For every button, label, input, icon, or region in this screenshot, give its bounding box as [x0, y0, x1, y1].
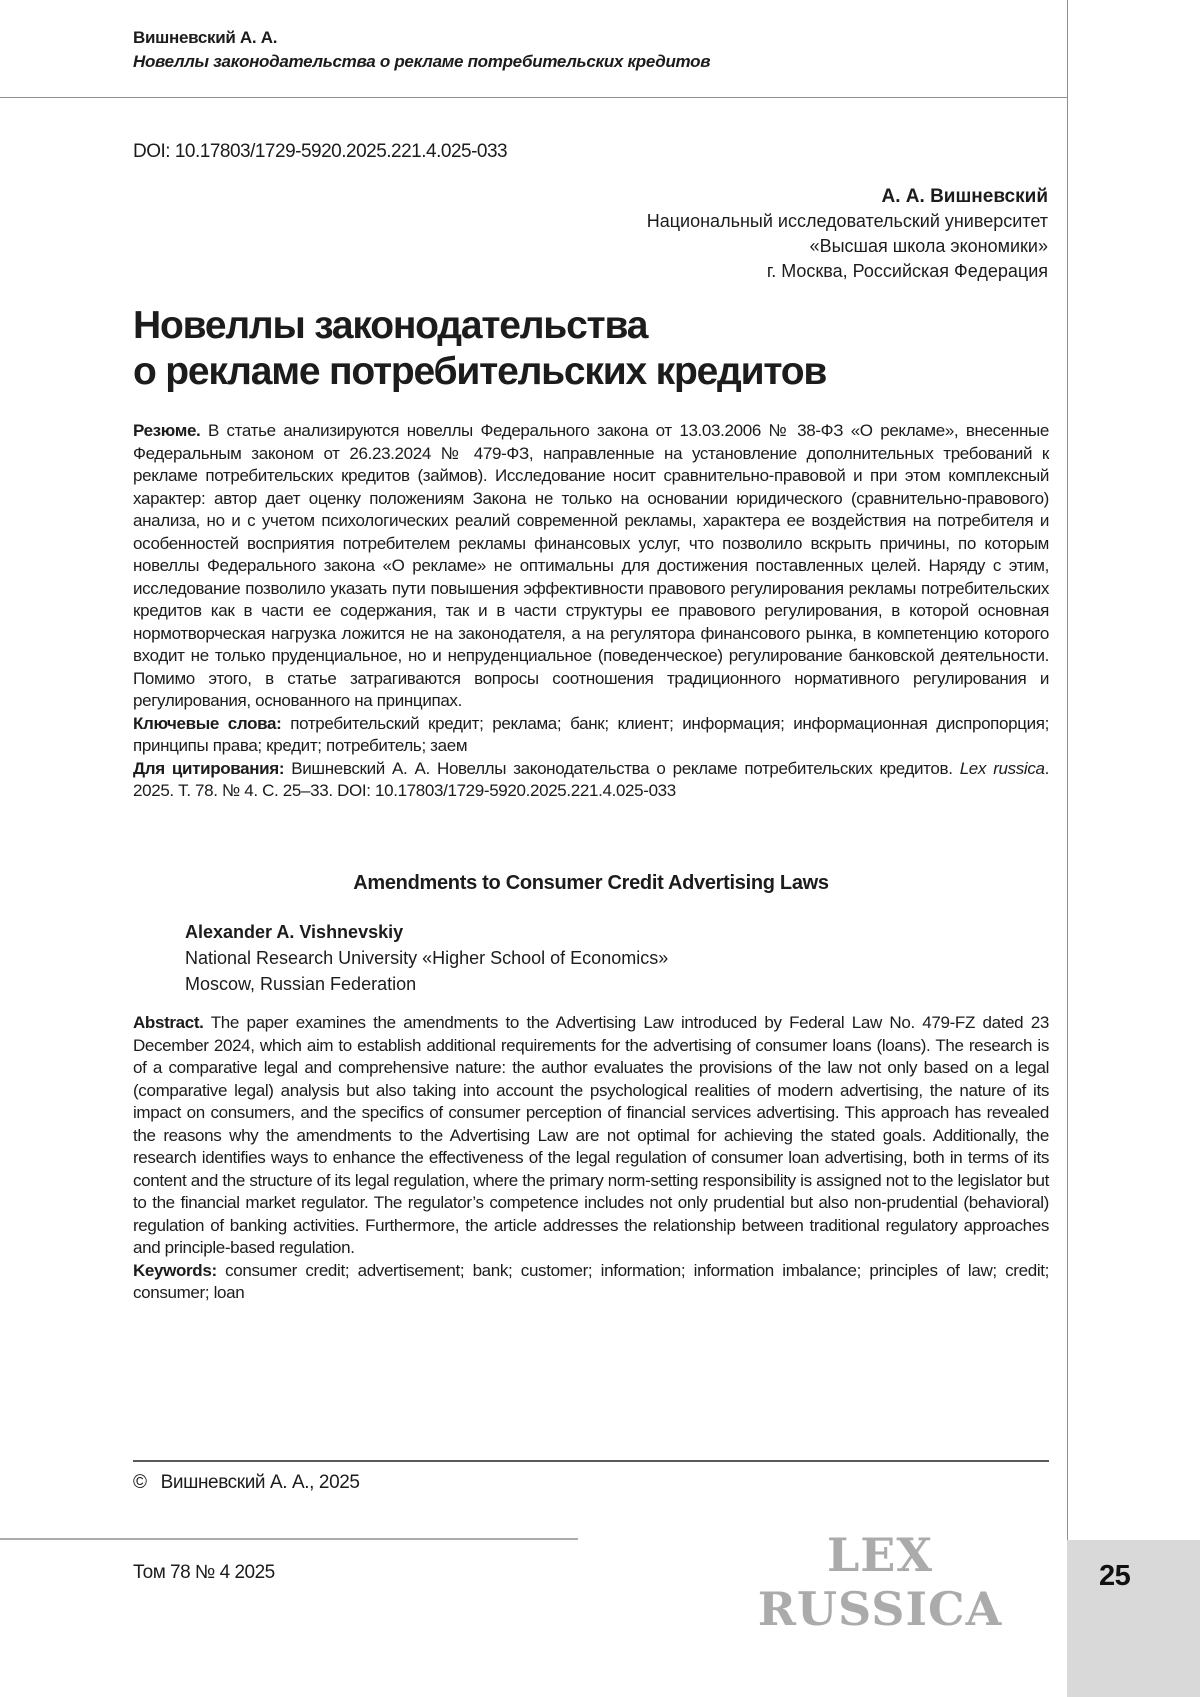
- running-header-author: Вишневский А. А.: [133, 28, 278, 47]
- article-title-en: Amendments to Consumer Credit Advertising Laws: [353, 872, 829, 894]
- citation-ru-text-1: Вишневский А. А. Новеллы законодательства о рекламе потребительских кредитов.: [284, 758, 960, 778]
- abstract-en: [133, 1012, 1049, 1260]
- copyright-symbol: ©: [133, 1472, 147, 1493]
- page-number-badge: [1067, 1540, 1200, 1697]
- doi: DOI: 10.17803/1729-5920.2025.221.4.025-033: [133, 141, 508, 162]
- footer-volume-issue: Том 78 № 4 2025: [133, 1562, 275, 1583]
- author-block-ru: [647, 184, 1048, 284]
- author-affiliation-ru-line1: Национальный исследовательский университет: [646, 211, 1048, 231]
- keywords-ru-label: Ключевые слова:: [133, 713, 282, 733]
- keywords-en-label: Keywords:: [133, 1260, 217, 1280]
- keywords-en-text: consumer credit; advertisement; bank; customer; information; information imbalance; principles of law; credit; consumer; loan: [133, 1260, 1049, 1302]
- journal-logo: LEX RUSSICA: [757, 1528, 1003, 1636]
- author-name-ru: А. А. Вишневский: [881, 186, 1048, 207]
- citation-ru-text-2: . 2025. Т. 78. № 4. С. 25–33. DOI: 10.17803/1729-5920.2025.221.4.025-033: [133, 758, 1049, 800]
- citation-ru: [133, 758, 1049, 803]
- abstract-en-text: The paper examines the amendments to the Advertising Law introduced by Federal Law No. 479-FZ dated 23 December 2024, which aim to establish additional requirements for the advertising of consumer loans (loans). The research is of a comparative legal and comprehensive nature: the author evaluates the provisions of the law not only based on a legal (comparative legal) analysis but also taking into account the psychological realities of modern advertising, the nature of its impact on consumers, and the specifics of consumer perception of financial services advertising. This approach has revealed the reasons why the amendments to the Advertising Law are not optimal for achieving the stated goals. Additionally, the research identifies ways to enhance the effectiveness of the legal regulation of consumer loan advertising, both in terms of its content and the structure of its legal regulation, where the primary norm-setting responsibility is assigned not to the legislator but to the financial market regulator. The regulator’s competence includes not only prudential but also non-prudential (behavioral) regulation of banking activities. Furthermore, the article addresses the relationship between traditional regulatory approaches and principle-based regulation.: [133, 1013, 1050, 1257]
- article-title-ru-line1: Новеллы законодательства: [133, 304, 648, 347]
- front-matter-ru: [133, 420, 1049, 803]
- abstract-ru: [133, 420, 1049, 713]
- copyright-rule: [133, 1460, 1049, 1462]
- keywords-ru: [133, 713, 1049, 758]
- keywords-en: [133, 1260, 1049, 1305]
- author-affiliation-ru-line2: «Высшая школа экономики»: [809, 236, 1048, 256]
- author-location-ru: г. Москва, Российская Федерация: [766, 261, 1048, 281]
- author-affiliation-en: National Research University «Higher School of Economics»: [185, 948, 669, 968]
- article-title-ru: [133, 303, 826, 395]
- article-title-ru-line2: о рекламе потребительских кредитов: [133, 350, 827, 393]
- citation-ru-label: Для цитирования:: [133, 758, 285, 778]
- abstract-ru-label: Резюме.: [133, 421, 201, 440]
- header-rule: [0, 97, 1067, 98]
- abstract-ru-text: В статье анализируются новеллы Федерального закона от 13.03.2006 № 38-ФЗ «О рекламе», внесенные Федеральным законом от 26.23.2024 № 479-ФЗ, направленные на установление дополнительных требований к рекламе потребительских кредитов (займов). Исследование носит сравнительно-правовой и при этом комплексный характер: автор дает оценку положениям Закона не только на основании юридического (сравнительно-правового) анализа, но и с учетом психологических реалий современной рекламы, характера ее воздействия на потребителя и особенностей восприятия потребителем рекламы финансовых услуг, что позволило вскрыть причины, по которым новеллы Федерального закона «О рекламе» не оптимальны для достижения поставленных целей. Наряду с этим, исследование позволило указать пути повышения эффективности правового регулирования рекламы потребительских кредитов как в части ее содержания, так и в части структуры ее правового регулирования, в которой основная нормотворческая нагрузка ложится не на законодателя, а на регулятора финансового рынка, в компетенцию которого входит не только пруденциальное, но и непруденциальное (поведенческое) регулирование банковской деятельности. Помимо этого, в статье затрагиваются вопросы соотношения традиционного нормативного регулирования и регулирования, основанного на принципах.: [133, 421, 1049, 710]
- right-margin-rule: [1067, 0, 1068, 1540]
- running-header-title: Новеллы законодательства о рекламе потребительских кредитов: [133, 52, 711, 71]
- copyright-text: Вишневский А. А., 2025: [160, 1472, 360, 1493]
- copyright-line: [133, 1472, 360, 1494]
- keywords-ru-text: потребительский кредит; реклама; банк; клиент; информация; информационная диспропорция; принципы права; кредит; потребитель; заем: [133, 713, 1050, 755]
- author-location-en: Moscow, Russian Federation: [185, 974, 417, 994]
- citation-journal-name: Lex russica: [959, 758, 1045, 778]
- running-header: [133, 26, 710, 74]
- front-matter-en: [133, 1012, 1049, 1305]
- page-number: 25: [1099, 1560, 1131, 1592]
- abstract-en-label: Abstract.: [133, 1013, 204, 1032]
- author-block-en: [185, 919, 668, 997]
- footer-rule: [0, 1538, 578, 1540]
- author-name-en: Alexander A. Vishnevskiy: [185, 922, 404, 942]
